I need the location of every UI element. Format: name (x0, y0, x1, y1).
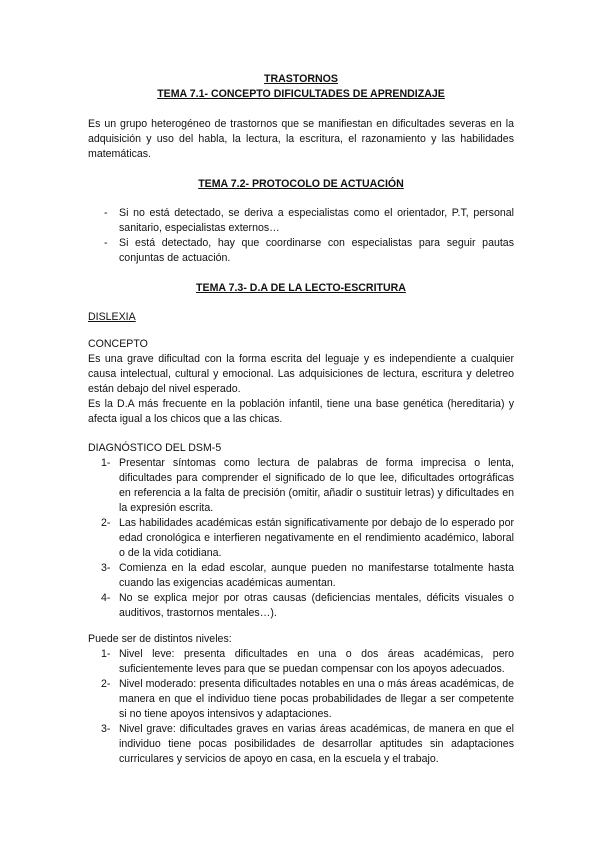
list-item: 4- No se explica mejor por otras causas (deficiencias mentales, déficits visuales o auditivos, trastornos mentales…). (101, 592, 514, 619)
dislexia-heading: DISLEXIA (88, 311, 136, 323)
levels-list (88, 647, 514, 767)
levels-label: Puede ser de distintos niveles: (88, 633, 232, 645)
section-3-title: TEMA 7.3- D.A DE LA LECTO-ESCRITURA (196, 282, 406, 294)
protocol-list (88, 206, 514, 266)
list-item: 2- Nivel moderado: presenta dificultades notables en una o más áreas académicas, de manera en que el individuo tiene pocas probabilidades de llegar a ser competente si no tiene apoyos intensivos y adaptaciones. (101, 678, 514, 720)
dsm-list (88, 456, 514, 621)
concept-paragraph-1: Es una grave dificultad con la forma escrita del leguaje y es independiente a cualquier causa intelectual, cultural y emocional. Las adquisiciones de lectura, escritura y deletreo están debajo del nivel esperado. (88, 353, 514, 395)
list-number: 2- (101, 517, 111, 529)
list-item: 2- Las habilidades académicas están significativamente por debajo de lo esperado por edad cronológica e interfieren negativamente en el rendimiento académico, laboral o de la vida cotidiana. (101, 517, 514, 559)
list-number: 2- (101, 678, 111, 690)
intro-paragraph: Es un grupo heterogéneo de trastornos que se manifiestan en dificultades severas en la adquisición y uso del habla, la lectura, la escritura, el razonamiento y las habilidades matemáticas. (88, 118, 514, 160)
list-item: 3- Nivel grave: dificultades graves en varias áreas académicas, de manera en que el individuo tiene pocas posibilidades de desarrollar aptitudes sin adaptaciones curriculares y servicios de apoyo en casa, en la escuela y el trabajo. (101, 723, 514, 765)
list-number: 1- (101, 457, 111, 469)
section-2-title: TEMA 7.2- PROTOCOLO DE ACTUACIÓN (198, 178, 404, 190)
document-title: TRASTORNOS (264, 73, 338, 85)
dash-bullet: - (104, 237, 108, 249)
section-1-title: TEMA 7.1- CONCEPTO DIFICULTADES DE APRENDIZAJE (157, 88, 445, 100)
list-item: - Si no está detectado, se deriva a especialistas como el orientador, P.T, personal sanitario, especialistas externos… (104, 207, 514, 234)
concept-paragraph-2: Es la D.A más frecuente en la población infantil, tiene una base genética (hereditaria) y afecta igual a los chicos que a las chicas. (88, 398, 514, 425)
list-number: 3- (101, 723, 111, 735)
list-item: 3- Comienza en la edad escolar, aunque pueden no manifestarse totalmente hasta cuando las exigencias académicas aumentan. (101, 562, 514, 589)
concept-label: CONCEPTO (88, 338, 148, 350)
list-item: - Si está detectado, hay que coordinarse con especialistas para seguir pautas conjuntas de actuación. (104, 237, 514, 264)
list-number: 1- (101, 648, 111, 660)
dash-bullet: - (104, 207, 108, 219)
list-number: 4- (101, 592, 111, 604)
list-number: 3- (101, 562, 111, 574)
dsm-label: DIAGNÓSTICO DEL DSM-5 (88, 442, 222, 454)
list-item: 1- Presentar síntomas como lectura de palabras de forma imprecisa o lenta, dificultades para comprender el significado de lo que lee, dificultades ortográficas en referencia a la falta de precisión (omitir, añadir o sustituir letras) y dificultades en la expresión escrita. (101, 457, 514, 514)
list-item: 1- Nivel leve: presenta dificultades en una o dos áreas académicas, pero suficientemente leves para que se puedan compensar con los apoyos adecuados. (101, 648, 514, 675)
